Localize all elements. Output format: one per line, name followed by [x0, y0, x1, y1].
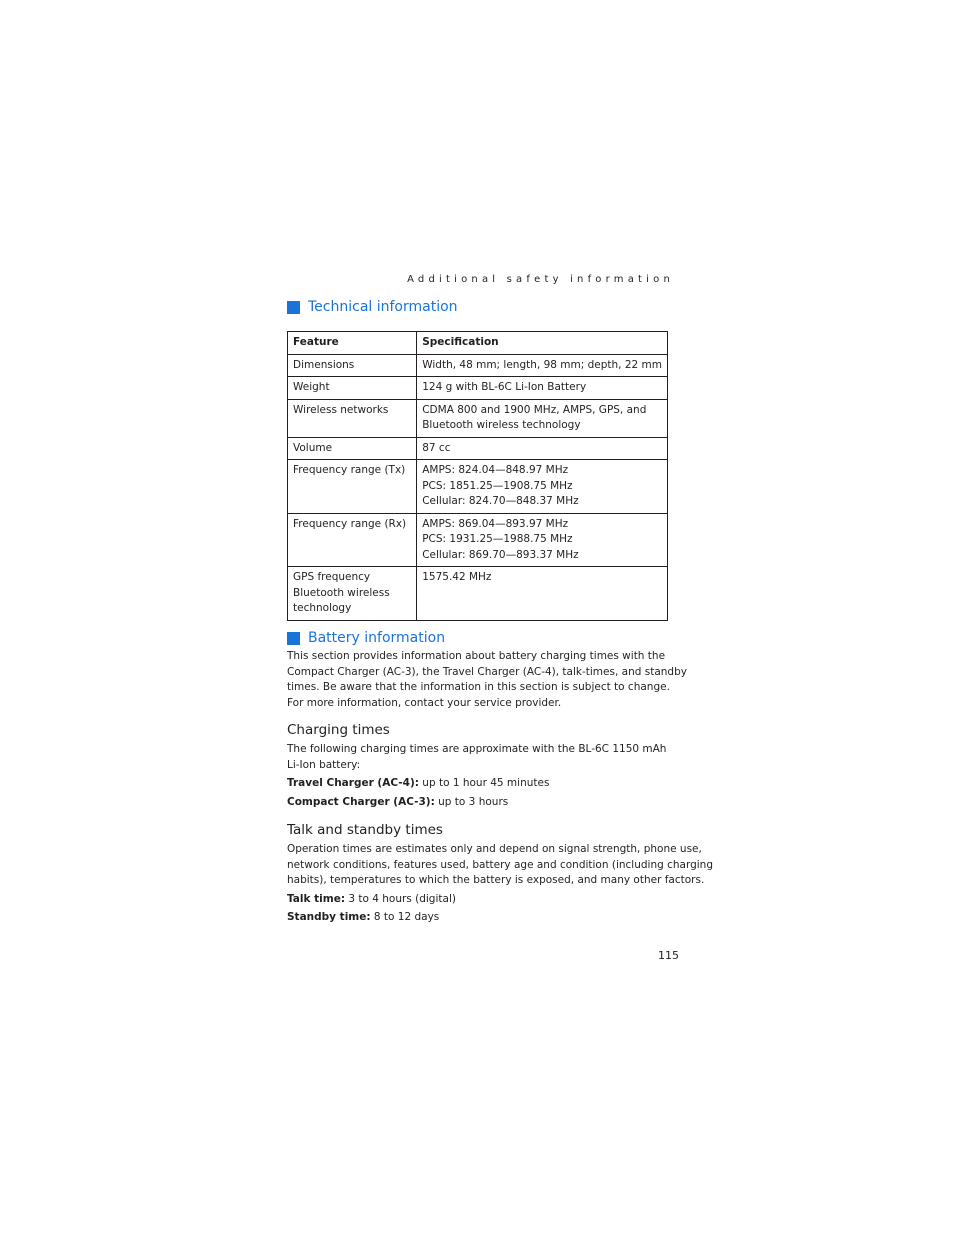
cell-line: PCS: 1851.25—1908.75 MHz [422, 479, 573, 492]
cell-line: Weight [293, 381, 330, 393]
cell-line: Dimensions [293, 358, 355, 371]
standby-time-line [287, 911, 439, 923]
feature-cell [288, 377, 417, 400]
battery-information-heading [287, 630, 445, 646]
cell-line: Bluetooth wireless technology [422, 419, 581, 431]
table-header-feature: Feature [288, 332, 417, 355]
standby-time-label: Standby time: [287, 911, 371, 923]
compact-charger-label: Compact Charger (AC-3): [287, 796, 435, 808]
section-square-icon [287, 301, 300, 314]
table-row [288, 513, 668, 567]
paragraph-line: habits), temperatures to which the battery is exposed, and many other factors. [287, 874, 705, 886]
charging-intro-paragraph [287, 742, 682, 773]
table-header-row [288, 332, 668, 355]
spec-cell [417, 354, 668, 377]
cell-line: Width, 48 mm; length, 98 mm; depth, 22 mm [422, 358, 662, 371]
feature-cell [288, 437, 417, 460]
technical-heading-text: Technical information [308, 299, 458, 315]
cell-line: PCS: 1931.25—1988.75 MHz [422, 533, 573, 545]
talk-standby-heading: Talk and standby times [287, 822, 443, 838]
spec-cell [417, 513, 668, 567]
paragraph-line: The following charging times are approximate with the BL-6C 1150 mAh [287, 743, 667, 755]
cell-line: AMPS: 824.04—848.97 MHz [422, 464, 569, 476]
spec-cell [417, 399, 668, 437]
talk-time-line [287, 893, 456, 905]
spec-cell [417, 567, 668, 621]
paragraph-line: Operation times are estimates only and depend on signal strength, phone use, [287, 843, 702, 855]
charging-times-heading: Charging times [287, 722, 390, 738]
cell-line: Cellular: 869.70—893.37 MHz [422, 548, 579, 561]
section-square-icon [287, 632, 300, 645]
feature-cell [288, 354, 417, 377]
battery-heading-text: Battery information [308, 630, 446, 646]
paragraph-line: This section provides information about battery charging times with the [287, 650, 666, 662]
compact-charger-line [287, 796, 508, 808]
feature-cell [288, 567, 417, 621]
standby-time-value: 8 to 12 days [370, 911, 440, 923]
running-header: Additional safety information [407, 274, 674, 285]
cell-line: Frequency range (Rx) [293, 517, 407, 530]
spec-cell [417, 460, 668, 514]
talk-intro-paragraph [287, 842, 713, 889]
talk-time-value: 3 to 4 hours (digital) [345, 893, 456, 905]
cell-line: 124 g with BL-6C Li-Ion Battery [422, 381, 587, 393]
page-number: 115 [658, 949, 679, 962]
table-header-specification: Specification [417, 332, 668, 355]
spec-cell [417, 437, 668, 460]
compact-charger-value: up to 3 hours [434, 796, 509, 808]
cell-line: Volume [293, 441, 333, 454]
talk-time-label: Talk time: [287, 893, 346, 905]
technical-information-heading [287, 299, 458, 315]
cell-line: CDMA 800 and 1900 MHz, AMPS, GPS, and [422, 403, 647, 416]
table-row [288, 354, 668, 377]
cell-line: Wireless networks [293, 403, 389, 416]
cell-line: 1575.42 MHz [422, 571, 492, 583]
cell-line: GPS frequency [293, 571, 371, 583]
feature-cell [288, 513, 417, 567]
table-row [288, 460, 668, 514]
table-row [288, 567, 668, 621]
cell-line: Frequency range (Tx) [293, 464, 406, 476]
travel-charger-line [287, 777, 549, 789]
battery-intro-paragraph [287, 649, 687, 711]
paragraph-line: Li-Ion battery: [287, 758, 361, 771]
travel-charger-value: up to 1 hour 45 minutes [418, 777, 550, 789]
cell-line: Cellular: 824.70—848.37 MHz [422, 495, 579, 507]
feature-cell [288, 399, 417, 437]
paragraph-line: network conditions, features used, battery age and condition (including charging [287, 858, 713, 871]
table-row [288, 399, 668, 437]
feature-cell [288, 460, 417, 514]
cell-line: AMPS: 869.04—893.97 MHz [422, 517, 569, 530]
cell-line: Bluetooth wireless [293, 586, 390, 599]
cell-line: 87 cc [422, 441, 451, 454]
table-row [288, 437, 668, 460]
spec-cell [417, 377, 668, 400]
technical-spec-table [287, 331, 668, 621]
paragraph-line: times. Be aware that the information in this section is subject to change. [287, 681, 670, 693]
table-row [288, 377, 668, 400]
paragraph-line: For more information, contact your service provider. [287, 696, 562, 709]
travel-charger-label: Travel Charger (AC-4): [287, 777, 419, 789]
paragraph-line: Compact Charger (AC-3), the Travel Charger (AC-4), talk-times, and standby [287, 665, 687, 678]
cell-line: technology [293, 602, 352, 614]
